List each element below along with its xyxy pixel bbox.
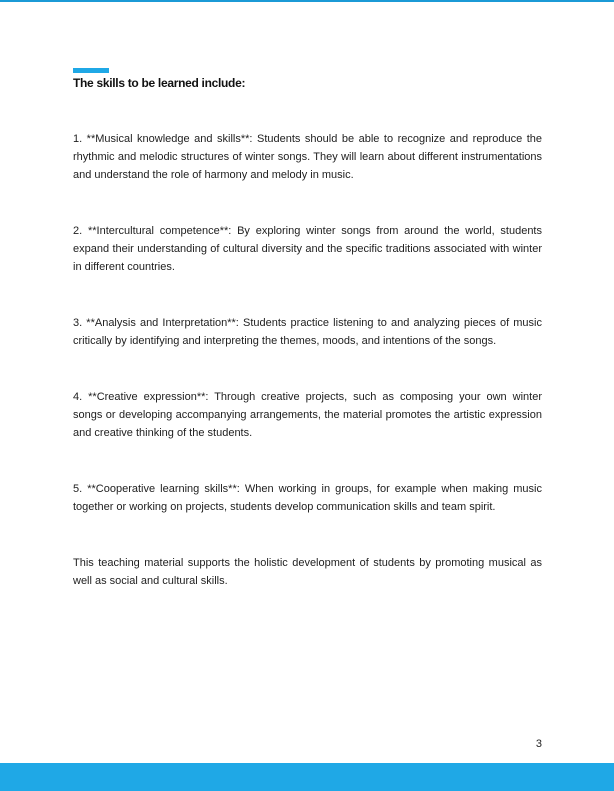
paragraph-summary: This teaching material supports the holistic development of students by promoting musical as well as social and cultural skills. <box>73 557 542 587</box>
heading-accent-bar <box>73 68 109 73</box>
paragraph-creative-expression: 4. **Creative expression**: Through creative projects, such as composing your own winter songs or developing accompanying arrangements, the material promotes the artistic expression and creative thinking of the students. <box>73 391 542 439</box>
page-number: 3 <box>535 738 542 750</box>
top-rule <box>0 0 614 2</box>
paragraph-analysis-interpretation: 3. **Analysis and Interpretation**: Students practice listening to and analyzing pieces of music critically by identifying and interpreting the themes, moods, and intentions of the songs. <box>73 317 542 347</box>
footer-band <box>0 763 614 791</box>
paragraph-cooperative-learning: 5. **Cooperative learning skills**: When working in groups, for example when making music together or working on projects, students develop communication skills and team spirit. <box>73 483 542 513</box>
body-content <box>73 130 542 628</box>
paragraph-intercultural-competence: 2. **Intercultural competence**: By exploring winter songs from around the world, students expand their understanding of cultural diversity and the specific traditions associated with winter in different countries. <box>73 225 542 273</box>
section-heading: The skills to be learned include: <box>73 76 246 90</box>
paragraph-musical-knowledge: 1. **Musical knowledge and skills**: Students should be able to recognize and reproduce the rhythmic and melodic structures of winter songs. They will learn about different instrumentations and understand the role of harmony and melody in music. <box>73 133 542 181</box>
